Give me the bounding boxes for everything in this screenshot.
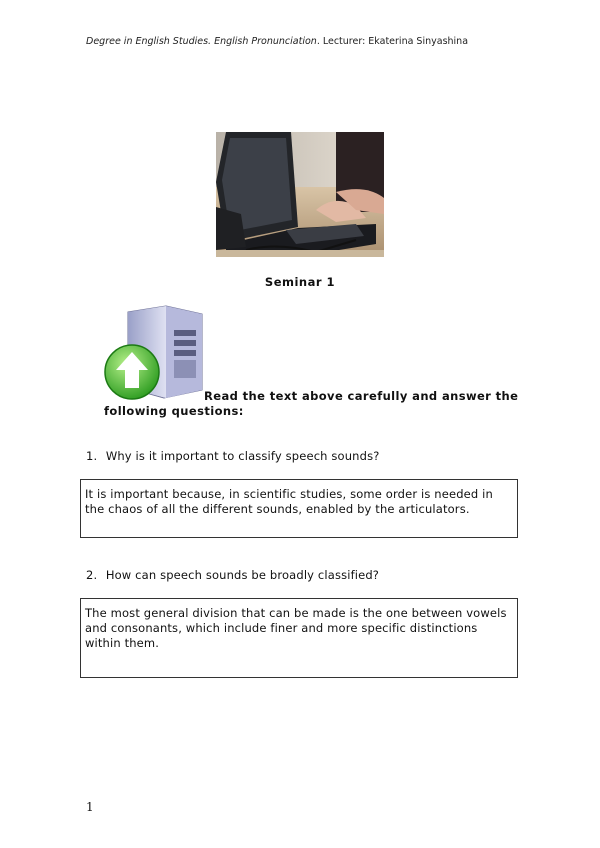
question-1-number: 1. [86,449,98,463]
laptop-photo-illustration [216,132,384,257]
lecturer-name: Lecturer: Ekaterina Sinyashina [322,36,469,47]
server-upload-icon [104,302,212,402]
answer-1-text: It is important because, in scientific studies, some order is needed in the chaos of all the different sounds, enabled by the articulators. [85,487,493,516]
course-name: Degree in English Studies. English Pronunciation [86,36,317,47]
seminar-title: Seminar 1 [264,275,336,289]
question-1-text: Why is it important to classify speech sounds? [105,449,380,463]
question-2-text: How can speech sounds be broadly classified? [105,568,380,582]
answer-2-box [80,598,518,678]
computer-upload-clipart [104,302,212,402]
answer-1-box [80,479,518,538]
question-2 [86,568,379,582]
instruction-label: Read the text above carefully and answer the following questions: [104,389,519,418]
question-2-number: 2. [86,568,98,582]
header-separator: . [316,36,323,47]
laptop-typing-photo [216,132,384,257]
instruction-text [104,389,524,419]
page-number: 1 [86,800,94,814]
answer-2-text: The most general division that can be made is the one between vowels and consonants, which include finer and more specific distinctions within them. [85,606,507,650]
question-1 [86,449,379,463]
page-header [86,36,468,47]
